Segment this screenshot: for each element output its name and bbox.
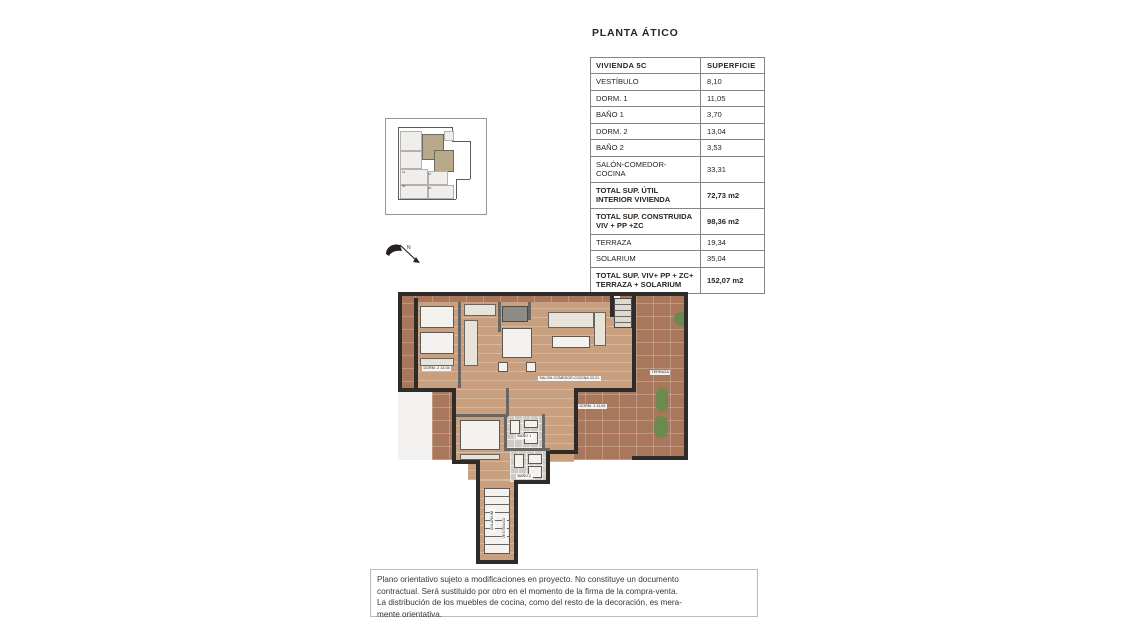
disclaimer-line-3: La distribución de los muebles de cocina, como del resto de la decoración, es mera- [377, 598, 682, 608]
toilet-icon [510, 420, 520, 434]
plant-icon [654, 416, 668, 438]
table-row-total [591, 182, 765, 208]
key-plan-label: 5C [428, 173, 432, 176]
plan-partition [498, 302, 501, 332]
key-plan-wall [398, 199, 456, 200]
stair-tread [614, 322, 632, 323]
plan-wall [414, 298, 418, 390]
plant-icon [656, 388, 668, 412]
plan-wall [476, 560, 518, 564]
building-key-plan [385, 118, 487, 215]
table-header-name: VIVIENDA 5C [591, 58, 701, 74]
chair-icon [526, 362, 536, 372]
chair-icon [498, 362, 508, 372]
wardrobe-icon [460, 454, 500, 460]
table-header-value: SUPERFICIE [701, 58, 765, 74]
row-value: 72,73 m2 [701, 182, 765, 208]
row-value: 3,70 [701, 107, 765, 123]
room-label-dorm1: DORM. 1 11,05 [579, 403, 606, 408]
row-value: 13,04 [701, 123, 765, 139]
row-value: 35,04 [701, 251, 765, 267]
stair-tread [484, 504, 510, 505]
disclaimer-note [370, 569, 758, 617]
stair-tread [614, 310, 632, 311]
room-label-vestibulo: VESTÍBULO [501, 517, 506, 539]
row-label: DORM. 1 [591, 90, 701, 106]
table-row [591, 107, 765, 123]
disclaimer-line-1: Plano orientativo sujeto a modificaciones en proyecto. No constituye un documento [377, 575, 679, 584]
stair-tread [484, 496, 510, 497]
plan-void [398, 390, 432, 460]
table-row-total [591, 208, 765, 234]
plan-wall [476, 460, 480, 564]
bed-icon [460, 420, 500, 450]
table-row [591, 140, 765, 156]
key-plan-unit [428, 185, 454, 199]
table-row-total [591, 267, 765, 293]
key-plan-wall [398, 127, 452, 128]
plan-partition [542, 414, 545, 450]
plan-wall [574, 390, 578, 452]
row-value: 8,10 [701, 74, 765, 90]
table-header-row [591, 58, 765, 74]
sofa-icon [548, 312, 594, 328]
surface-area-table [590, 57, 765, 294]
plan-partition [506, 388, 509, 416]
key-plan-label: 5A [402, 171, 406, 174]
room-label-solarium: SOLARIUM [489, 510, 494, 531]
plan-wall [574, 388, 636, 392]
plan-wall [546, 452, 550, 482]
plan-wall [632, 292, 636, 392]
key-plan-wall [456, 179, 470, 180]
stair-tread [484, 544, 510, 545]
key-plan-wall [452, 141, 470, 142]
row-value: 152,07 m2 [701, 267, 765, 293]
key-plan-unit [400, 131, 422, 151]
row-value: 33,31 [701, 156, 765, 182]
room-label-salon: SALÓN-COMEDOR-COCINA 33,31 [539, 375, 600, 380]
row-label: DORM. 2 [591, 123, 701, 139]
svg-text:N: N [407, 245, 411, 251]
row-label: SOLARIUM [591, 251, 701, 267]
kitchen-counter-icon [464, 304, 496, 316]
disclaimer-line-2: contractual. Será sustituido por otro en el momento de la firma de la compra-venta. [377, 586, 678, 596]
table-row [591, 90, 765, 106]
key-plan-wall [398, 127, 399, 199]
floor-plan-drawing [398, 292, 716, 564]
row-label: BAÑO 1 [591, 107, 701, 123]
plan-wall [398, 388, 456, 392]
sink-icon [528, 454, 542, 464]
row-label: TOTAL SUP. CONSTRUIDA VIV + PP +ZC [591, 208, 701, 234]
key-plan-unit [444, 131, 454, 141]
bed-icon [420, 332, 454, 354]
plan-partition [458, 302, 461, 388]
row-label: BAÑO 2 [591, 140, 701, 156]
disclaimer-line-4: mente orientativa. [377, 609, 443, 619]
plan-partition [456, 414, 508, 417]
row-value: 11,05 [701, 90, 765, 106]
plan-wall [514, 480, 550, 484]
table-row [591, 251, 765, 267]
page-title: PLANTA ÁTICO [592, 27, 679, 39]
room-label-terraza: TERRAZA [651, 369, 669, 374]
wardrobe-icon [420, 358, 454, 366]
table-row [591, 234, 765, 250]
table-row [591, 74, 765, 90]
toilet-icon [514, 454, 524, 468]
key-plan-label: 5B [402, 185, 406, 188]
dining-table-icon [502, 328, 532, 358]
plan-wall [398, 292, 402, 392]
plan-wall [632, 456, 688, 460]
plan-wall [452, 388, 456, 464]
plan-wall [398, 292, 688, 296]
armchair-icon [594, 312, 606, 346]
row-label: TOTAL SUP. VIV+ PP + ZC+ TERRAZA + SOLARIUM [591, 267, 701, 293]
key-plan-wall [456, 179, 457, 199]
roof-stair-box [614, 298, 632, 328]
room-label-dorm2: DORM. 2 13,04 [423, 365, 450, 370]
key-plan-unit-5c-ext [434, 150, 454, 172]
row-value: 19,34 [701, 234, 765, 250]
sink-icon [524, 420, 538, 428]
room-label-bano2: BAÑO 2 [517, 473, 532, 478]
kitchen-units-icon [464, 320, 478, 366]
plan-wall [514, 482, 518, 564]
row-label: TERRAZA [591, 234, 701, 250]
plan-wall [684, 292, 688, 460]
key-plan-wall [470, 141, 471, 179]
row-label: VESTÍBULO [591, 74, 701, 90]
key-plan-unit [400, 151, 422, 169]
row-value: 3,53 [701, 140, 765, 156]
stair-tread [614, 304, 632, 305]
table-row [591, 123, 765, 139]
room-label-bano1: BAÑO 1 [517, 433, 532, 438]
row-value: 98,36 m2 [701, 208, 765, 234]
plan-partition [504, 414, 507, 450]
north-arrow-icon [380, 238, 430, 272]
row-label: SALÓN-COMEDOR-COCINA [591, 156, 701, 182]
stair-tread [484, 512, 510, 513]
coffee-table-icon [552, 336, 590, 348]
plan-partition [528, 302, 531, 320]
stair-tread [614, 316, 632, 317]
bed-icon [420, 306, 454, 328]
table-row [591, 156, 765, 182]
row-label: TOTAL SUP. ÚTIL INTERIOR VIVIENDA [591, 182, 701, 208]
key-plan-label: 5D [428, 187, 432, 190]
hob-icon [502, 306, 528, 322]
